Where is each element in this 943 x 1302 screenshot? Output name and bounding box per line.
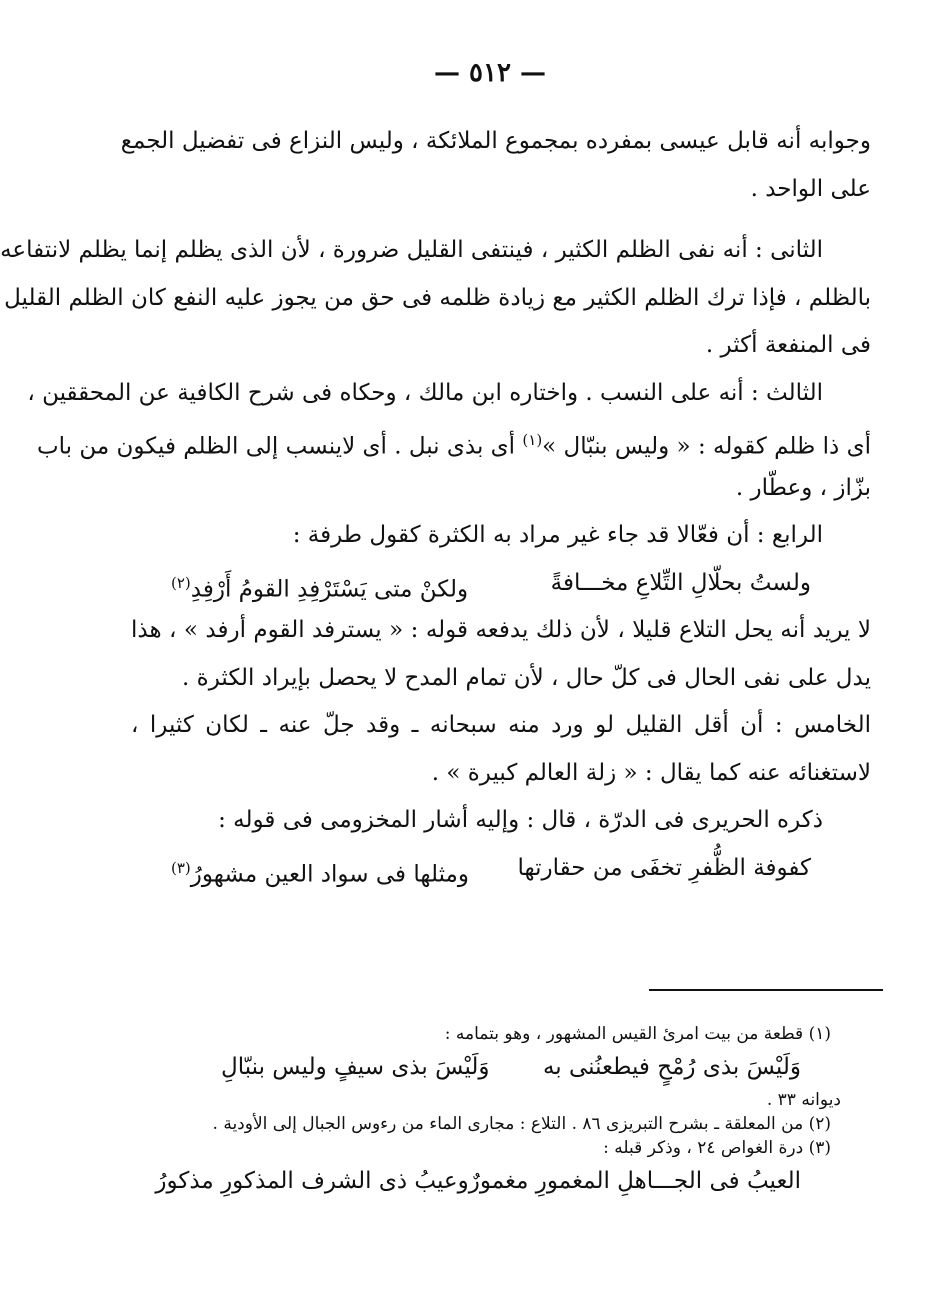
verse-hemistich-group xyxy=(171,845,469,893)
text-line: بالظلم ، فإذا ترك الظلم الكثير مع زيادة ظلمه فى حق من يجوز عليه النفع كان الظلم القليل xyxy=(4,284,871,311)
text-line: الثالث : أنه على النسب . واختاره ابن مالك ، وحكاه فى شرح الكافية عن المحققين ، xyxy=(27,379,823,406)
footnote: (٣) درة الغواص ٢٤ ، وذكر قبله : xyxy=(603,1138,831,1158)
footnote-mark: (٣) xyxy=(171,858,191,877)
text-line: يدل على نفى الحال فى كلّ حال ، لأن تمام المدح لا يحصل بإيراد الكثرة . xyxy=(182,664,871,691)
verse-hemistich: وعيبُ ذى الشرف المذكورِ مذكورُ xyxy=(155,1168,469,1194)
verse xyxy=(131,560,871,608)
verse-hemistich: العيبُ فى الجـــاهلِ المغمورِ مغمورٌ xyxy=(468,1168,801,1194)
text-line: الرابع : أن فعّالا قد جاء غير مراد به الكثرة كقول طرفة : xyxy=(292,522,823,548)
footnote-separator xyxy=(649,989,883,991)
verse-hemistich: ولكنْ متى يَسْتَرْفِدِ القومُ أَرْفِدِ xyxy=(190,576,469,603)
footnote-mark: (١) xyxy=(522,431,543,449)
text-line: الخامس : أن أقل القليل لو ورد منه سبحانه ـ وقد جلّ عنه ـ لكان كثيرا ، xyxy=(131,712,871,738)
footnote: (٢) من المعلقة ـ بشرح التبريزى ٨٦ . التلاع : مجارى الماء من رءوس الجبال إلى الأودية . xyxy=(212,1114,831,1134)
text-line: بزّاز ، وعطّار . xyxy=(735,474,871,501)
text-segment: أى بذى نبل . أى لاينسب إلى الظلم فيكون من باب xyxy=(37,433,523,460)
verse-hemistich: وَلَيْسَ بذى سيفٍ وليس بنبّالِ xyxy=(221,1054,490,1080)
text-line: على الواحد . xyxy=(750,175,871,202)
verse-hemistich-group xyxy=(171,560,468,608)
text-line: لاستغنائه عنه كما يقال : « زلة العالم كبيرة » . xyxy=(431,759,871,786)
verse-hemistich: كفوفة الظُّفرِ تخفَى من حقارتها xyxy=(517,854,811,881)
text-segment: أى ذا ظلم كقوله : « وليس بنبّال » xyxy=(542,433,871,460)
verse-hemistich: ولستُ بحلّالِ التِّلاعِ مخـــافةً xyxy=(550,569,811,596)
footnotes xyxy=(131,1022,871,1202)
text-line: وجوابه أنه قابل عيسى بمفرده بمجموع الملائكة ، وليس النزاع فى تفضيل الجمع xyxy=(120,128,871,154)
verse xyxy=(131,845,871,893)
footnote-verse xyxy=(131,1046,871,1088)
text-line: لا يريد أنه يحل التلاع قليلا ، لأن ذلك يدفعه قوله : « يسترفد القوم أرفد » ، هذا xyxy=(131,617,871,643)
text-line xyxy=(37,417,871,465)
text-line: فى المنفعة أكثر . xyxy=(705,332,871,358)
footnote-mark: (٢) xyxy=(171,573,191,592)
main-text xyxy=(0,118,871,892)
verse-hemistich: ومثلها فى سواد العين مشهورُ xyxy=(190,861,469,888)
footnote-verse xyxy=(131,1160,871,1202)
text-line: ذكره الحريرى فى الدرّة ، قال : وإليه أشار المخزومى فى قوله : xyxy=(218,807,823,833)
page-number: — ٥١٢ — xyxy=(433,58,547,88)
footnote: (١) قطعة من بيت امرئ القيس المشهور ، وهو بتمامه : xyxy=(444,1024,831,1044)
verse-hemistich: وَلَيْسَ بذى رُمْحٍ فيطعنُنى به xyxy=(542,1054,801,1080)
footnote-source: ديوانه ٣٣ . xyxy=(766,1090,841,1110)
text-line: الثانى : أنه نفى الظلم الكثير ، فينتفى القليل ضرورة ، لأن الذى يظلم إنما يظلم لانتفاعه xyxy=(0,237,823,263)
